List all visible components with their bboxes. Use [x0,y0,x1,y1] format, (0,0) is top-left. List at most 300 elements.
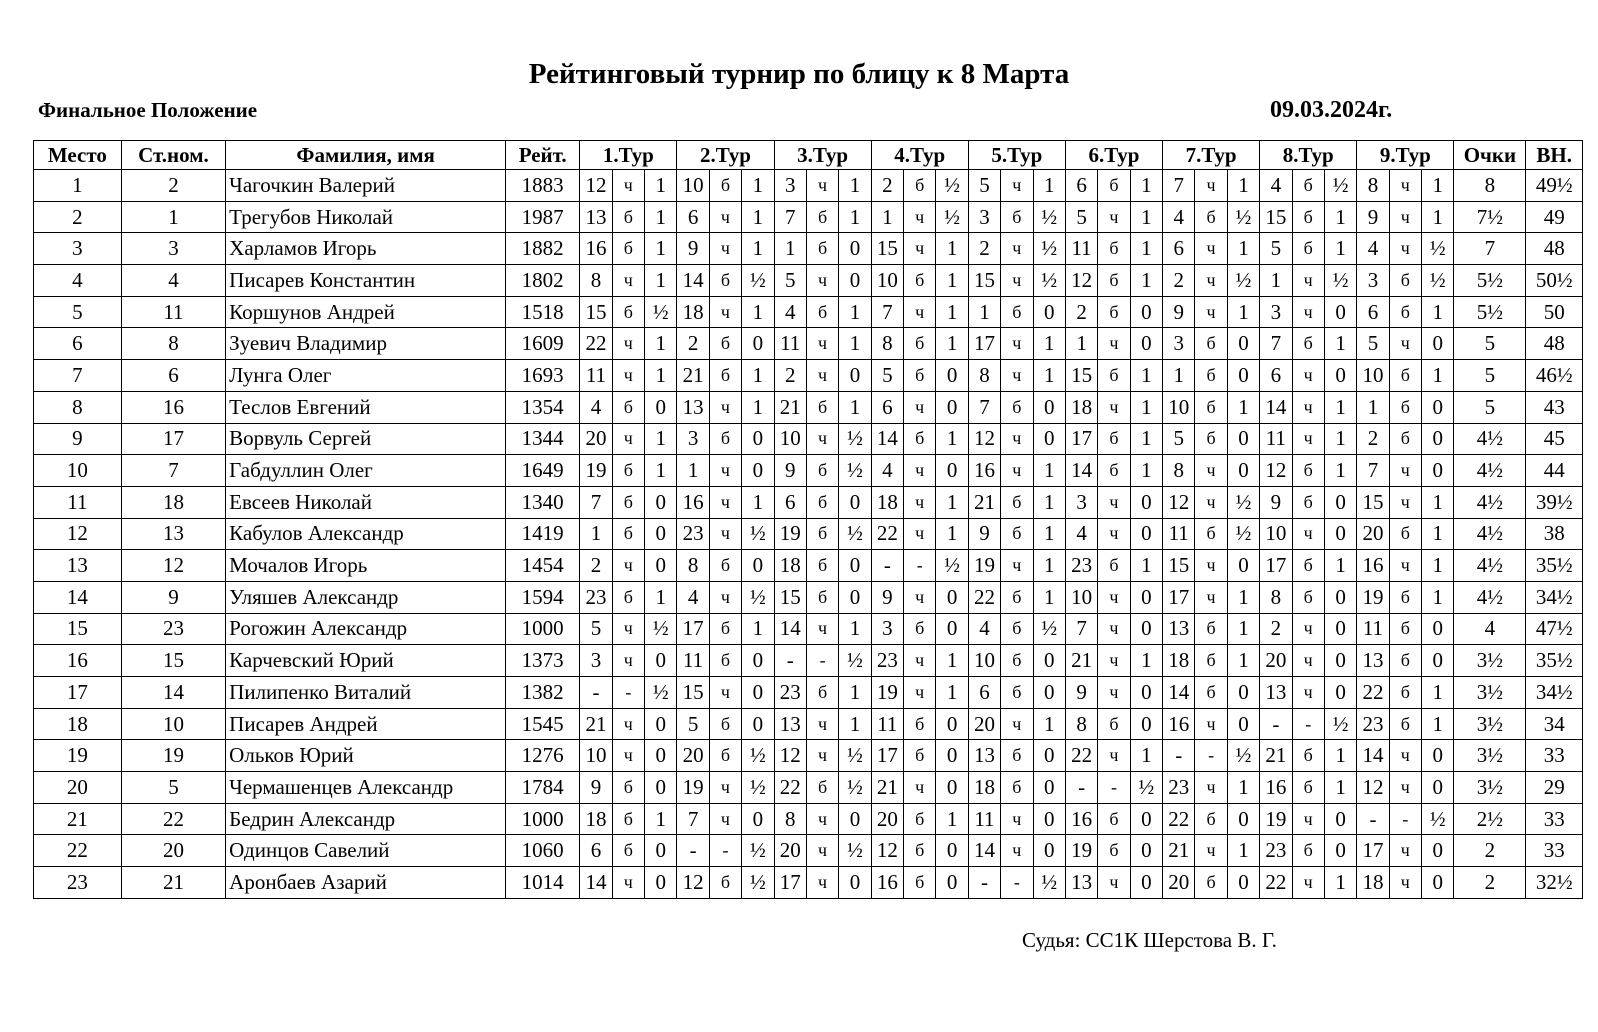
round-opponent-cell: 7 [1357,455,1389,487]
round-opponent-cell: 12 [968,423,1000,455]
round-result-cell: 0 [1227,423,1259,455]
round-result-cell: 1 [742,486,774,518]
round-opponent-cell: 1 [968,296,1000,328]
round-color-cell: ч [1389,835,1421,867]
round-color-cell: ч [612,360,644,392]
round-opponent-cell: 16 [1163,708,1195,740]
round-color-cell: ч [612,867,644,899]
start-number-cell: 20 [121,835,225,867]
rating-cell: 1987 [506,201,580,233]
round-result-cell: 0 [1033,772,1065,804]
round-result-cell: 1 [1422,296,1454,328]
tiebreak-cell: 34 [1526,708,1583,740]
round-result-cell: ½ [742,740,774,772]
round-result-cell: 1 [1227,613,1259,645]
round-opponent-cell: 23 [774,677,806,709]
round-opponent-cell: 9 [580,772,612,804]
round-result-cell: 1 [1033,486,1065,518]
round-result-cell: 1 [1324,455,1356,487]
round-opponent-cell: 1 [774,233,806,265]
round-result-cell: 1 [1130,265,1162,297]
round-opponent-cell: 19 [1065,835,1097,867]
round-result-cell: 1 [839,296,871,328]
round-color-cell: ч [612,170,644,202]
place-cell: 14 [34,581,122,613]
header-rating: Рейт. [506,141,580,170]
round-result-cell: 1 [1324,740,1356,772]
round-result-cell: 1 [1227,645,1259,677]
header-start-number: Ст.ном. [121,141,225,170]
round-color-cell: ч [1098,486,1130,518]
round-result-cell: 0 [1422,772,1454,804]
start-number-cell: 7 [121,455,225,487]
round-result-cell: 1 [742,391,774,423]
round-opponent-cell: 20 [580,423,612,455]
round-opponent-cell: 11 [677,645,709,677]
round-color-cell: ч [1292,360,1324,392]
round-color-cell: ч [612,613,644,645]
round-opponent-cell: 4 [774,296,806,328]
player-name-cell: Харламов Игорь [226,233,506,265]
round-color-cell: б [1098,233,1130,265]
round-result-cell: 1 [1130,201,1162,233]
round-color-cell: ч [1195,486,1227,518]
start-number-cell: 8 [121,328,225,360]
round-opponent-cell: 9 [677,233,709,265]
place-cell: 6 [34,328,122,360]
round-opponent-cell: 7 [968,391,1000,423]
points-cell: 8 [1454,170,1526,202]
round-color-cell: ч [806,867,838,899]
round-result-cell: 1 [839,677,871,709]
round-opponent-cell: 10 [677,170,709,202]
round-color-cell: б [1001,772,1033,804]
round-result-cell: 1 [1130,550,1162,582]
start-number-cell: 16 [121,391,225,423]
round-opponent-cell: 17 [968,328,1000,360]
table-row [34,518,1583,550]
round-color-cell: ч [904,486,936,518]
round-opponent-cell: 4 [677,581,709,613]
tiebreak-cell: 44 [1526,455,1583,487]
start-number-cell: 19 [121,740,225,772]
round-result-cell: ½ [1227,265,1259,297]
round-opponent-cell: 20 [968,708,1000,740]
round-result-cell: 1 [936,677,968,709]
round-opponent-cell: - [1163,740,1195,772]
round-opponent-cell: 1 [1065,328,1097,360]
round-opponent-cell: 19 [1260,803,1292,835]
round-color-cell: ч [806,803,838,835]
round-result-cell: 0 [1227,677,1259,709]
round-color-cell: ч [1098,201,1130,233]
round-opponent-cell: 3 [1065,486,1097,518]
round-result-cell: 0 [742,328,774,360]
round-result-cell: 1 [1422,518,1454,550]
round-result-cell: 0 [1324,677,1356,709]
round-color-cell: ч [806,328,838,360]
player-name-cell: Лунга Олег [226,360,506,392]
table-row [34,613,1583,645]
round-color-cell: б [612,803,644,835]
round-result-cell: ½ [1033,201,1065,233]
round-opponent-cell: 3 [871,613,903,645]
round-color-cell: б [1292,772,1324,804]
round-color-cell: б [1195,391,1227,423]
round-color-cell: б [1292,550,1324,582]
rating-cell: 1784 [506,772,580,804]
round-color-cell: ч [1389,233,1421,265]
round-color-cell: б [612,391,644,423]
table-row [34,740,1583,772]
round-opponent-cell: 12 [1260,455,1292,487]
start-number-cell: 1 [121,201,225,233]
tiebreak-cell: 48 [1526,233,1583,265]
round-result-cell: ½ [1422,233,1454,265]
round-result-cell: 1 [645,803,677,835]
header-round-3: 3.Тур [774,141,871,170]
round-color-cell: б [1389,677,1421,709]
round-result-cell: 1 [1033,170,1065,202]
round-color-cell: ч [1292,613,1324,645]
round-opponent-cell: 9 [1357,201,1389,233]
round-opponent-cell: 20 [1260,645,1292,677]
round-opponent-cell: 8 [968,360,1000,392]
round-opponent-cell: 18 [677,296,709,328]
round-result-cell: 0 [1130,581,1162,613]
round-result-cell: 0 [1227,328,1259,360]
round-opponent-cell: 14 [677,265,709,297]
player-name-cell: Коршунов Андрей [226,296,506,328]
round-result-cell: 1 [1130,423,1162,455]
round-result-cell: ½ [1324,708,1356,740]
rating-cell: 1518 [506,296,580,328]
round-opponent-cell: 10 [1357,360,1389,392]
points-cell: 3½ [1454,740,1526,772]
round-opponent-cell: 18 [580,803,612,835]
round-color-cell: ч [806,708,838,740]
table-row [34,550,1583,582]
round-color-cell: б [1389,613,1421,645]
header-tiebreak: ВН. [1526,141,1583,170]
round-result-cell: 1 [1422,201,1454,233]
round-result-cell: 0 [1422,867,1454,899]
round-opponent-cell: 9 [871,581,903,613]
points-cell: 4½ [1454,518,1526,550]
round-opponent-cell: 23 [677,518,709,550]
round-color-cell: б [709,550,741,582]
round-color-cell: - [612,677,644,709]
round-opponent-cell: 4 [580,391,612,423]
round-opponent-cell: 18 [774,550,806,582]
round-opponent-cell: 3 [1260,296,1292,328]
round-color-cell: ч [904,677,936,709]
round-result-cell: 0 [1227,708,1259,740]
tiebreak-cell: 32½ [1526,867,1583,899]
round-result-cell: ½ [839,740,871,772]
round-result-cell: 0 [1033,391,1065,423]
header-round-8: 8.Тур [1260,141,1357,170]
round-opponent-cell: 9 [1065,677,1097,709]
round-result-cell: 1 [645,423,677,455]
round-color-cell: б [806,550,838,582]
rating-cell: 1545 [506,708,580,740]
round-color-cell: ч [1195,296,1227,328]
player-name-cell: Зуевич Владимир [226,328,506,360]
round-result-cell: 0 [936,835,968,867]
player-name-cell: Писарев Андрей [226,708,506,740]
place-cell: 13 [34,550,122,582]
round-result-cell: 0 [1324,645,1356,677]
round-opponent-cell: 20 [1163,867,1195,899]
round-opponent-cell: 20 [871,803,903,835]
round-opponent-cell: 2 [1163,265,1195,297]
round-opponent-cell: 21 [1065,645,1097,677]
round-color-cell: ч [1292,265,1324,297]
round-result-cell: 1 [742,613,774,645]
round-result-cell: 1 [1324,201,1356,233]
round-result-cell: 0 [839,803,871,835]
round-color-cell: б [1001,518,1033,550]
round-color-cell: б [1389,423,1421,455]
round-color-cell: - [1389,803,1421,835]
round-opponent-cell: 7 [1260,328,1292,360]
place-cell: 19 [34,740,122,772]
round-opponent-cell: 14 [1163,677,1195,709]
tiebreak-cell: 43 [1526,391,1583,423]
round-color-cell: б [806,581,838,613]
round-result-cell: 0 [936,455,968,487]
round-opponent-cell: 1 [677,455,709,487]
header-round-1: 1.Тур [580,141,677,170]
player-name-cell: Габдуллин Олег [226,455,506,487]
round-result-cell: ½ [645,677,677,709]
judge-signature: Судья: СС1К Шерстова В. Г. [1022,928,1277,952]
round-color-cell: б [709,740,741,772]
round-opponent-cell: 15 [580,296,612,328]
round-opponent-cell: 2 [1260,613,1292,645]
round-color-cell: б [904,613,936,645]
round-color-cell: б [1195,360,1227,392]
round-opponent-cell: 22 [1260,867,1292,899]
round-opponent-cell: 1 [871,201,903,233]
round-color-cell: ч [1098,867,1130,899]
round-opponent-cell: 8 [1065,708,1097,740]
round-result-cell: 1 [1227,233,1259,265]
round-result-cell: 0 [645,550,677,582]
round-opponent-cell: 4 [1163,201,1195,233]
round-opponent-cell: 13 [1357,645,1389,677]
round-opponent-cell: 15 [968,265,1000,297]
start-number-cell: 9 [121,581,225,613]
table-row [34,803,1583,835]
round-result-cell: ½ [1227,518,1259,550]
round-color-cell: ч [806,835,838,867]
round-opponent-cell: 9 [1163,296,1195,328]
start-number-cell: 22 [121,803,225,835]
round-result-cell: ½ [742,772,774,804]
round-color-cell: ч [709,486,741,518]
round-color-cell: б [612,296,644,328]
round-color-cell: б [1098,708,1130,740]
round-opponent-cell: 5 [1163,423,1195,455]
points-cell: 2 [1454,835,1526,867]
round-result-cell: 0 [1324,518,1356,550]
round-color-cell: б [709,265,741,297]
tiebreak-cell: 35½ [1526,645,1583,677]
round-color-cell: ч [1195,550,1227,582]
header-round-6: 6.Тур [1065,141,1162,170]
round-result-cell: ½ [1033,265,1065,297]
round-opponent-cell: 17 [677,613,709,645]
round-color-cell: б [1098,296,1130,328]
round-result-cell: 0 [1130,835,1162,867]
round-color-cell: ч [1292,867,1324,899]
round-opponent-cell: - [1260,708,1292,740]
rating-cell: 1883 [506,170,580,202]
round-opponent-cell: 14 [1065,455,1097,487]
round-color-cell: б [1389,265,1421,297]
rating-cell: 1354 [506,391,580,423]
tournament-date: 09.03.2024г. [1270,97,1393,123]
round-color-cell: ч [709,296,741,328]
round-opponent-cell: 19 [580,455,612,487]
round-result-cell: 1 [936,645,968,677]
table-row [34,867,1583,899]
round-result-cell: 1 [1324,328,1356,360]
round-color-cell: б [1001,645,1033,677]
round-result-cell: 0 [1422,328,1454,360]
round-color-cell: б [904,170,936,202]
round-color-cell: - [1292,708,1324,740]
round-color-cell: ч [1292,391,1324,423]
round-color-cell: б [1389,360,1421,392]
round-color-cell: ч [1195,835,1227,867]
round-opponent-cell: 16 [1260,772,1292,804]
round-opponent-cell: 3 [677,423,709,455]
tiebreak-cell: 50½ [1526,265,1583,297]
player-name-cell: Одинцов Савелий [226,835,506,867]
round-opponent-cell: 15 [774,581,806,613]
round-result-cell: ½ [742,265,774,297]
round-result-cell: ½ [645,296,677,328]
round-color-cell: ч [1001,233,1033,265]
player-name-cell: Уляшев Александр [226,581,506,613]
points-cell: 3½ [1454,708,1526,740]
round-opponent-cell: 8 [871,328,903,360]
round-color-cell: б [1001,486,1033,518]
round-opponent-cell: 23 [580,581,612,613]
round-opponent-cell: 17 [1260,550,1292,582]
round-opponent-cell: 4 [871,455,903,487]
round-opponent-cell: 12 [677,867,709,899]
start-number-cell: 5 [121,772,225,804]
round-color-cell: б [709,170,741,202]
round-opponent-cell: 16 [580,233,612,265]
round-opponent-cell: - [1357,803,1389,835]
round-color-cell: ч [612,423,644,455]
round-color-cell: ч [806,740,838,772]
rating-cell: 1014 [506,867,580,899]
round-color-cell: б [612,486,644,518]
round-result-cell: 0 [1324,613,1356,645]
round-result-cell: 0 [936,581,968,613]
round-opponent-cell: - [968,867,1000,899]
round-result-cell: 1 [1324,233,1356,265]
round-result-cell: 0 [1422,613,1454,645]
round-result-cell: 0 [1033,803,1065,835]
round-color-cell: б [806,233,838,265]
round-opponent-cell: 22 [871,518,903,550]
round-result-cell: 0 [645,772,677,804]
round-color-cell: ч [1195,455,1227,487]
rating-cell: 1882 [506,233,580,265]
tiebreak-cell: 29 [1526,772,1583,804]
table-row [34,645,1583,677]
round-color-cell: ч [1195,233,1227,265]
round-result-cell: 0 [742,708,774,740]
table-row [34,486,1583,518]
round-result-cell: 0 [645,391,677,423]
player-name-cell: Кабулов Александр [226,518,506,550]
round-result-cell: 0 [742,677,774,709]
round-color-cell: ч [1001,803,1033,835]
round-result-cell: 1 [1033,455,1065,487]
round-opponent-cell: 16 [1357,550,1389,582]
round-result-cell: 0 [645,486,677,518]
round-result-cell: 0 [839,360,871,392]
round-color-cell: б [709,328,741,360]
round-opponent-cell: 7 [1065,613,1097,645]
round-color-cell: б [709,708,741,740]
round-opponent-cell: 4 [968,613,1000,645]
round-color-cell: ч [1292,296,1324,328]
round-color-cell: б [709,645,741,677]
round-opponent-cell: 22 [1163,803,1195,835]
round-color-cell: б [612,835,644,867]
round-result-cell: 1 [839,613,871,645]
round-opponent-cell: 11 [1065,233,1097,265]
round-opponent-cell: 11 [1163,518,1195,550]
start-number-cell: 11 [121,296,225,328]
round-result-cell: 0 [645,867,677,899]
round-opponent-cell: 13 [1065,867,1097,899]
round-result-cell: 0 [742,455,774,487]
round-result-cell: 0 [1324,835,1356,867]
round-color-cell: б [612,233,644,265]
round-color-cell: б [1292,486,1324,518]
rating-cell: 1594 [506,581,580,613]
round-opponent-cell: 16 [871,867,903,899]
round-color-cell: б [1195,201,1227,233]
table-row [34,360,1583,392]
round-result-cell: 1 [1422,486,1454,518]
round-result-cell: 1 [936,233,968,265]
round-result-cell: 1 [742,233,774,265]
round-color-cell: ч [806,265,838,297]
round-color-cell: б [904,328,936,360]
place-cell: 15 [34,613,122,645]
round-opponent-cell: 12 [1065,265,1097,297]
start-number-cell: 10 [121,708,225,740]
round-color-cell: б [806,296,838,328]
round-opponent-cell: 7 [1163,170,1195,202]
start-number-cell: 21 [121,867,225,899]
round-opponent-cell: 12 [774,740,806,772]
round-opponent-cell: 1 [580,518,612,550]
table-row [34,772,1583,804]
round-opponent-cell: 17 [774,867,806,899]
